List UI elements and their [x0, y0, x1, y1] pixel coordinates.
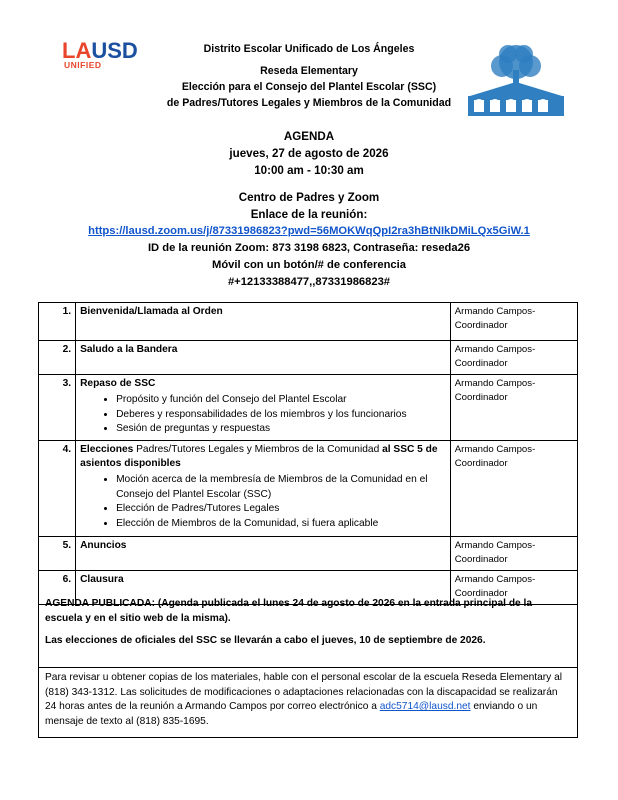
- zoom-id-password: ID de la reunión Zoom: 873 3198 6823, Contraseña: reseda26: [147, 242, 471, 254]
- meeting-link-label: Enlace de la reunión:: [250, 208, 368, 221]
- mobile-conference-label: Móvil con un botón/# de conferencia: [212, 259, 406, 271]
- item-title: Elecciones Padres/Tutores Legales y Miembros de la Comunidad al SSC 5 de asientos disponibles: [80, 444, 438, 469]
- item-number: 2.: [39, 341, 76, 375]
- bullet-item: • Moción acerca de la membresía de Miembros de la Comunidad en el Consejo del Plantel Escolar (SSC): [116, 473, 446, 502]
- agenda-posted-notice: [38, 594, 578, 668]
- accommodations-footer: [38, 667, 578, 738]
- election-title-line2: de Padres/Tutores Legales y Miembros de la Comunidad: [166, 97, 452, 109]
- item-number: 6.: [39, 571, 76, 605]
- item-presenter: Armando Campos-Coordinador: [450, 341, 577, 375]
- item-title: Anuncios: [76, 537, 451, 571]
- district-name: Distrito Escolar Unificado de Los Ángeles: [203, 43, 415, 55]
- meeting-location: Centro de Padres y Zoom: [238, 191, 380, 204]
- item-title: Bienvenida/Llamada al Orden: [76, 303, 451, 341]
- posted-notice-text: AGENDA PUBLICADA: (Agenda publicada el lunes 24 de agosto de 2026 en la entrada principal de la escuela y en el sitio web de la misma).: [45, 598, 533, 624]
- logo-unified: UNIFIED: [64, 60, 102, 70]
- item-presenter: Armando Campos-Coordinador: [450, 375, 577, 441]
- item-presenter: Armando Campos-Coordinador: [450, 303, 577, 341]
- contact-email-link[interactable]: adc5714@lausd.net: [379, 701, 471, 712]
- item-bullets: [80, 393, 446, 437]
- item-presenter: Armando Campos-Coordinador: [450, 537, 577, 571]
- agenda-row: [39, 375, 578, 441]
- logo-la: LA: [62, 38, 92, 63]
- agenda-row: [39, 303, 578, 341]
- agenda-items-table: [38, 302, 578, 605]
- footer-text-after: enviando o un mensaje de texto al (818) 835-1695.: [45, 701, 538, 727]
- agenda-heading: AGENDA: [283, 130, 335, 143]
- agenda-row: [39, 441, 578, 537]
- item-number: 4.: [39, 441, 76, 537]
- agenda-row: [39, 537, 578, 571]
- item-presenter: Armando Campos-Coordinador: [450, 571, 577, 605]
- bullet-item: • Propósito y función del Consejo del Plantel Escolar: [116, 393, 446, 408]
- lausd-logo: [62, 38, 138, 80]
- item-title: Repaso de SSC: [80, 378, 156, 389]
- item-number: 1.: [39, 303, 76, 341]
- agenda-row: [39, 341, 578, 375]
- school-name: Reseda Elementary: [260, 65, 358, 77]
- item-title: Saludo a la Bandera: [76, 341, 451, 375]
- logo-usd: USD: [91, 38, 138, 63]
- conference-phone: #+12133388477,,87331986823#: [227, 276, 391, 288]
- elections-notice-text: Las elecciones de oficiales del SSC se llevarán a cabo el jueves, 10 de septiembre de 2026.: [45, 635, 486, 646]
- item-number: 5.: [39, 537, 76, 571]
- meeting-time: 10:00 am - 10:30 am: [254, 164, 364, 177]
- election-title-line1: Elección para el Consejo del Plantel Escolar (SSC): [181, 81, 437, 93]
- bullet-item: • Elección de Miembros de la Comunidad, si fuera aplicable: [116, 517, 446, 532]
- item-presenter: Armando Campos-Coordinador: [450, 441, 577, 537]
- meeting-date: jueves, 27 de agosto de 2026: [229, 147, 389, 160]
- bullet-item: • Deberes y responsabilidades de los miembros y los funcionarios: [116, 408, 446, 423]
- bullet-item: • Elección de Padres/Tutores Legales: [116, 502, 446, 517]
- item-number: 3.: [39, 375, 76, 441]
- item-bullets: [80, 473, 446, 531]
- footer-text: Para revisar u obtener copias de los materiales, hable con el personal escolar de la escuela Reseda Elementary al (818) 343-1312. Las solicitudes de modificaciones o adaptaciones relacionadas con la discapacidad se realizarán 24 horas antes de la reunión a Armando Campos por correo electrónico a: [45, 672, 563, 712]
- bullet-item: • Sesión de preguntas y respuestas: [116, 422, 446, 437]
- zoom-meeting-link[interactable]: https://lausd.zoom.us/j/87331986823?pwd=56MOKWqQpI2ra3hBtNIkDMiLQx5GiW.1: [88, 225, 530, 237]
- item-title: Clausura: [76, 571, 451, 605]
